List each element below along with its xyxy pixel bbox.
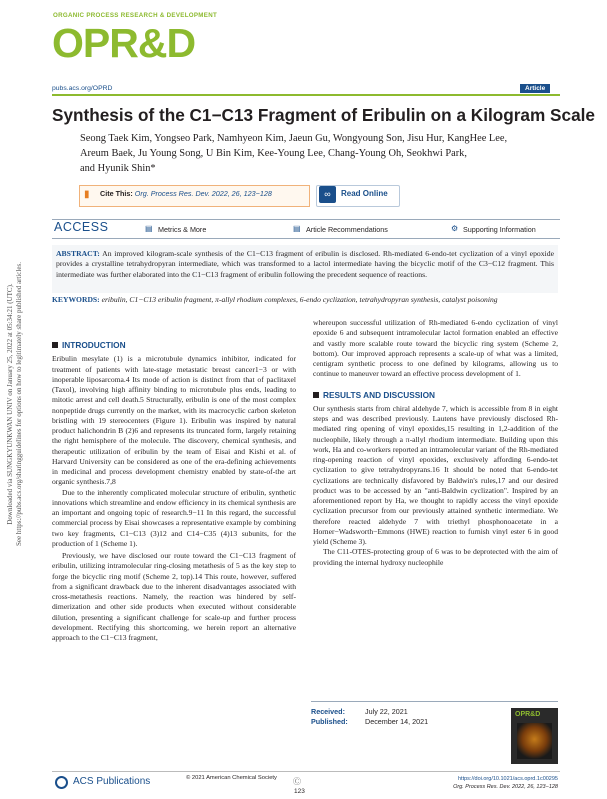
authors-line: and Hyunik Shin* bbox=[80, 163, 156, 174]
article-type-badge: Article bbox=[520, 84, 550, 93]
footer-citation: Org. Process Res. Dev. 2022, 26, 123−128 bbox=[453, 784, 558, 790]
results-heading bbox=[313, 390, 558, 400]
header-divider bbox=[52, 94, 560, 96]
page-number: 123 bbox=[294, 788, 305, 795]
journal-supertitle: ORGANIC PROCESS RESEARCH & DEVELOPMENT bbox=[53, 12, 218, 19]
published-label: Published: bbox=[311, 717, 348, 726]
article-recommendations-icon: ▤ bbox=[293, 224, 301, 233]
received-date: July 22, 2021 bbox=[365, 707, 408, 716]
introduction-heading-text: INTRODUCTION bbox=[62, 340, 126, 350]
footer-divider bbox=[52, 771, 560, 772]
supporting-information-icon: ⚙ bbox=[451, 224, 459, 233]
publication-dates bbox=[311, 707, 428, 727]
journal-url[interactable]: pubs.acs.org/OPRD bbox=[52, 85, 113, 92]
download-note-line1: Downloaded via SUNGKYUNKWAN UNIV on January 25, 2022 at 05:34:21 (UTC). bbox=[6, 283, 14, 525]
published-date: December 14, 2021 bbox=[365, 717, 429, 726]
paragraph: Previously, we have disclosed our route toward the C1−C13 fragment of eribulin, utilizing intramolecular ring-closing metathesis of 5 as the key step to forge the bicyclic ring motif (Scheme 2, top).14 This route, however, suffered from a significant drawback due to the inherent disadvantages associated with cross-metathesis reactions. Namely, the reaction was hindered by self-dimerization and other side products when executed without considerable dilution, presenting a significant challenge for scale-up and further process development. Rectifying this shortcoming, we herein report an alternative approach to the C1−C13 fragment, bbox=[52, 551, 296, 642]
metrics-link[interactable]: Metrics & More bbox=[158, 225, 207, 234]
article-title: Synthesis of the C1−C13 Fragment of Eribulin on a Kilogram Scale bbox=[52, 105, 595, 125]
article-recommendations-link[interactable]: Article Recommendations bbox=[306, 225, 388, 234]
acs-logo-icon bbox=[55, 776, 68, 789]
publisher-name[interactable]: ACS Publications bbox=[73, 776, 151, 787]
read-online-label[interactable]: Read Online bbox=[341, 189, 388, 198]
abstract-label: ABSTRACT: bbox=[56, 249, 100, 258]
paragraph: Eribulin mesylate (1) is a microtubule dynamics inhibitor, indicated for treatment of patients with late-stage metastatic breast cancer1−3 or with inoperable liposarcoma.4 Its mode of action is distinct from that of paclitaxel (Taxol), involving high affinity binding to microtubule plus ends, leading to mitotic arrest and cell death.5 Structurally, eribulin is one of the most complex nonpeptide drugs currently on the market, with its macrocyclic carbon skeleton bristling with 19 stereocenters (Figure 1). Eribulin was inspired by natural product halichondrin B (2)6 and represents its truncated form, largely retaining the right hemisphere of the molecule. The discovery, chemical synthesis, and therapeutic utilization of eribulin by the team of Eisai and Kishi et al. of Harvard University can be considered as one of the era-defining achievements in medicinal and process development chemistry enabled by state-of-the art organic synthesis.7,8 bbox=[52, 354, 296, 487]
authors-line: Seong Taek Kim, Yongseo Park, Namhyeon Kim, Jaeun Gu, Wongyoung Son, Jisu Hur, KangHee Lee, bbox=[80, 133, 508, 144]
keywords-text: eribulin, C1−C13 eribulin fragment, π-allyl rhodium complexes, 6-endo cyclization, tetrahydropyran synthesis, catalyst poisoning bbox=[101, 295, 498, 304]
author-list bbox=[80, 131, 565, 176]
link-icon: ∞ bbox=[319, 186, 336, 203]
introduction-heading bbox=[52, 340, 296, 350]
doi-link[interactable]: https://doi.org/10.1021/acs.oprd.1c00295 bbox=[458, 776, 558, 782]
cover-title: OPR&D bbox=[515, 711, 541, 718]
received-label: Received: bbox=[311, 707, 345, 716]
paragraph: Due to the inherently complicated molecular structure of eribulin, synthetic innovations which streamline and endow efficiency in its chemical synthesis are an important and ongoing topic of research.9−11 In this regard, the successful commercial process by Eisai showcases a representative example by combining two key fragments, C1−C13 (3)12 and C14−C35 (4)13 subunits, for the production of 1 (Scheme 1). bbox=[52, 487, 296, 548]
download-note-line2: See https://pubs.acs.org/sharingguidelines for options on how to legitimately share published articles. bbox=[15, 262, 23, 546]
cover-image bbox=[517, 723, 552, 759]
cite-icon: ▮ bbox=[84, 189, 90, 200]
results-heading-text: RESULTS AND DISCUSSION bbox=[323, 389, 436, 400]
paragraph: Our synthesis starts from chiral aldehyde 7, which is accessible from 8 in eight steps and was described previously. Lautens have previously disclosed Rh-mediated ring opening of vinyl epoxides,15 resulting in 1,2-addition of the nucleophile, likely through a π-allyl rhodium intermediate. Building upon this work, Ha and co-workers reported an intramolecular variant of the Rh-mediated ring-opening reaction of vinyl epoxides, exclusively affording 6-endo-tet cyclization to give tetrahydropyrans.16 It should be noted that 6-endo-tet cyclizations are technically disfavored by Baldwin's rules,17 and our desired product was to be accessed by an "anti-Baldwin cyclization". Inspired by an aforementioned report by Ha, we thought to rapidly access the vinyl epoxide cyclization precursor from our previously attained synthetic intermediate. We therefore reacted aldehyde 7 with triethyl phosphonoacetate in a Horner−Wadsworth−Emmons (HWE) reaction to furnish vinyl ester 6 in good yield (Scheme 3). bbox=[313, 403, 558, 546]
cite-label: Cite This: bbox=[100, 189, 133, 198]
supporting-information-link[interactable]: Supporting Information bbox=[463, 225, 536, 234]
cite-reference[interactable]: Org. Process Res. Dev. 2022, 26, 123−128 bbox=[134, 189, 272, 198]
right-column bbox=[313, 318, 558, 568]
authors-line: Areum Baek, Ju Young Song, U Bin Kim, Kee-Young Lee, Chang-Young Oh, Seokhwi Park, bbox=[80, 148, 467, 159]
metrics-icon: ▤ bbox=[145, 224, 153, 233]
journal-logo: OPR&D bbox=[52, 20, 196, 66]
keywords bbox=[52, 295, 558, 305]
paragraph: whereupon successful utilization of Rh-mediated 6-endo cyclization of vinyl epoxide 6 and subsequent intramolecular lactol formation enabled an effective and vastly more scalable route toward the bicyclic ring system (Scheme 2, bottom). Our improved approach represents a scale-up of what was a limited, centigram synthetic process to one defined by kilograms, allowing us to continue to maneuver toward an effective process development of 1. bbox=[313, 318, 558, 379]
section-bullet-icon bbox=[52, 342, 58, 348]
copyright: © 2021 American Chemical Society bbox=[186, 775, 277, 781]
left-column bbox=[52, 340, 296, 643]
paragraph: The C11-OTES-protecting group of 6 was to be deprotected with the aim of providing the internal hydroxy nucleophile bbox=[313, 547, 558, 567]
license-icon: Ⓒ bbox=[293, 777, 301, 786]
doi-block bbox=[453, 775, 558, 791]
access-title: ACCESS bbox=[54, 220, 109, 234]
dates-divider bbox=[311, 701, 558, 702]
cite-this[interactable] bbox=[100, 189, 272, 198]
download-note bbox=[6, 44, 24, 764]
keywords-label: KEYWORDS: bbox=[52, 295, 100, 304]
abstract bbox=[52, 245, 558, 293]
section-bullet-icon bbox=[313, 392, 319, 398]
abstract-text: An improved kilogram-scale synthesis of the C1−C13 fragment of eribulin is disclosed. Rh-mediated 6-endo-tet cyclization of a vinyl epoxide provides a crystalline tetrahydropyran intermediate, which was transformed to a lactol intermediate having the bicyclic motif of the C3−C12 fragment. This intermediate was further elaborated into the C1−C13 fragment of eribulin following the precedent sequence of reactions. bbox=[56, 249, 555, 279]
